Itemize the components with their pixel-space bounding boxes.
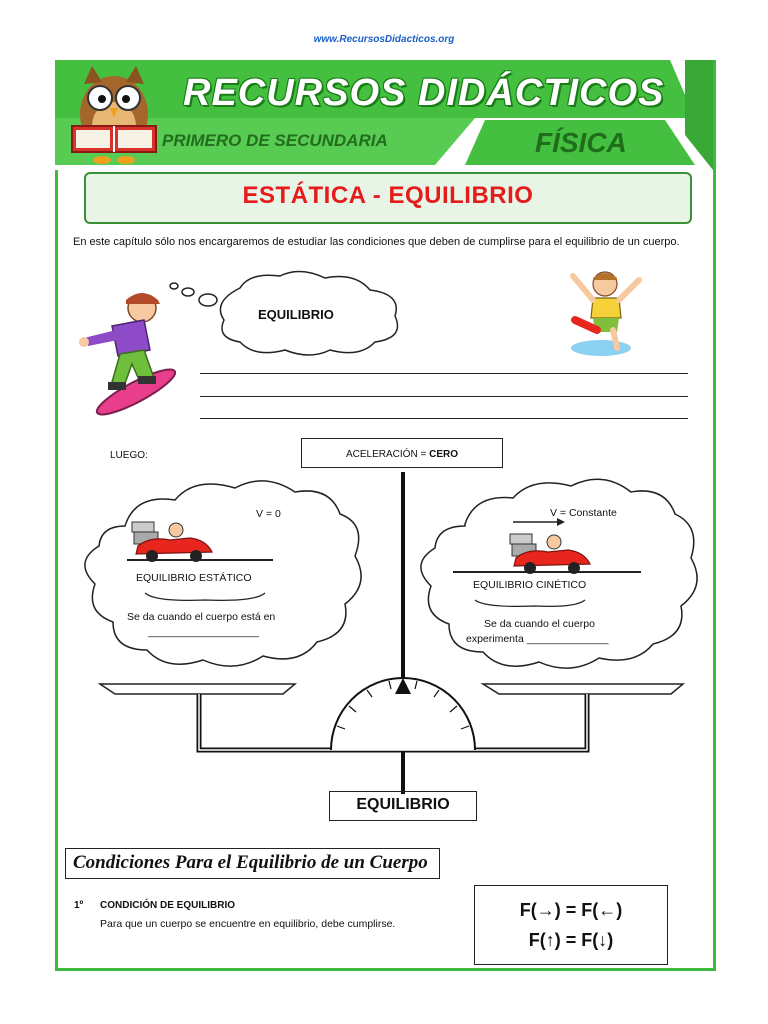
formula-box [474, 885, 668, 965]
page-title: ESTÁTICA - EQUILIBRIO [242, 182, 534, 209]
left-equilibrium-label: EQUILIBRIO ESTÁTICO [136, 572, 252, 584]
left-blank: ___________________ [148, 626, 259, 638]
condition-number: 1º [74, 900, 84, 911]
right-description: Se da cuando el cuerpo [484, 618, 595, 630]
conditions-title: Condiciones Para el Equilibrio de un Cuerpo [73, 852, 428, 873]
grade-label: PRIMERO DE SECUNDARIA [162, 131, 388, 150]
site-url[interactable]: www.RecursosDidacticos.org [313, 34, 455, 45]
owl-reading-icon [66, 64, 162, 168]
condition-text: Para que un cuerpo se encuentre en equilibrio, debe cumplirse. [100, 918, 396, 930]
race-car-icon [130, 518, 216, 562]
formula-horizontal: F(→) = F(←) [519, 900, 623, 920]
thought-bubble-text: EQUILIBRIO [258, 307, 334, 322]
left-description: Se da cuando el cuerpo está en [127, 611, 276, 623]
condition-title: CONDICIÓN DE EQUILIBRIO [100, 900, 236, 911]
race-car-icon [508, 530, 594, 574]
jumping-boy-icon [565, 266, 647, 360]
right-velocity: V = Constante [550, 507, 617, 519]
formula-vertical: F(↑) = F(↓) [528, 930, 614, 950]
answer-line [200, 373, 688, 374]
balance-label: EQUILIBRIO [356, 796, 450, 813]
right-equilibrium-label: EQUILIBRIO CINÉTICO [473, 579, 587, 591]
right-blank: experimenta ______________ [466, 633, 609, 645]
luego-label: LUEGO: [110, 450, 148, 461]
brand-title: RECURSOS DIDÁCTICOS [183, 72, 665, 114]
left-velocity: V = 0 [256, 508, 281, 520]
answer-line [200, 396, 688, 397]
acceleration-text: ACELERACIÓN = CERO [346, 449, 458, 460]
intro-paragraph: En este capítulo sólo nos encargaremos de estudiar las condiciones que deben de cumplirse para el equilibrio de un cuerpo. [73, 236, 680, 248]
subject-label: FÍSICA [535, 127, 627, 158]
answer-line [200, 418, 688, 419]
